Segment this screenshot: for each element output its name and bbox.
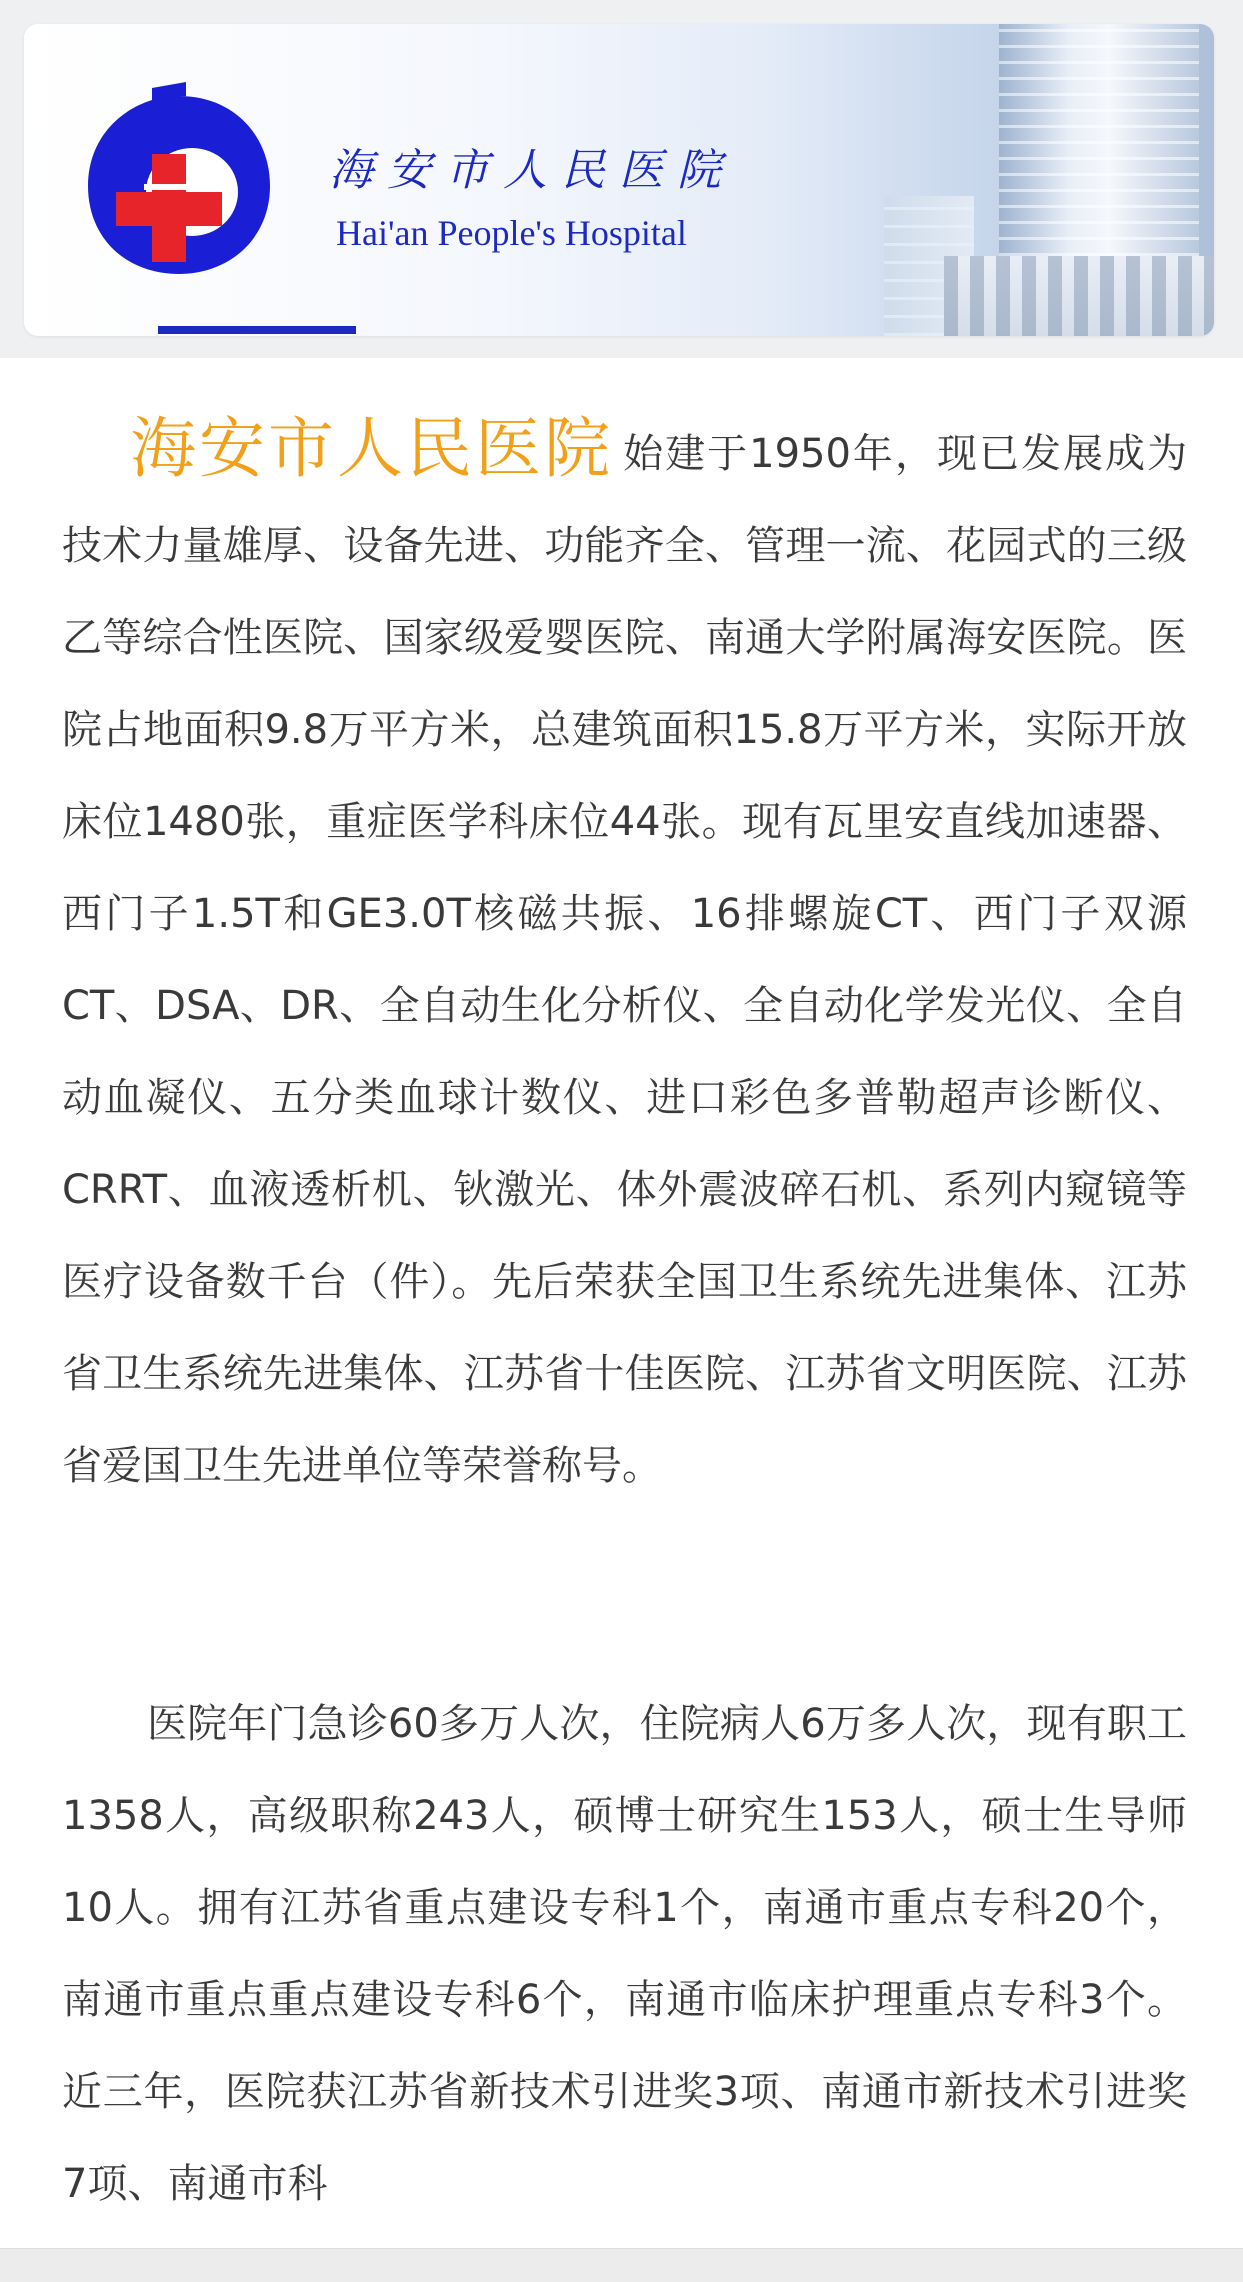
header-banner [0, 0, 1243, 345]
hospital-name-highlight: 海安市人民医院 [130, 410, 614, 487]
hospital-name-english: Hai'an People's Hospital [336, 213, 687, 253]
article-paragraph-stats [62, 1678, 1187, 2230]
active-tab-indicator [158, 326, 356, 334]
paragraph-text: 医院年门急诊60多万人次，住院病人6万多人次，现有职工1358人，高级职称243人，硕博士研究生153人，硕士生导师10人。拥有江苏省重点建设专科1个，南通市重点专科20个，南通市重点重点建设专科6个，南通市临床护理重点专科3个。近三年，医院获江苏省新技术引进奖3项、南通市新技术引进奖7项、南通市科 [62, 1701, 1187, 2207]
bottom-scroll-edge [0, 2248, 1243, 2282]
hospital-red-cross-logo-icon [74, 74, 284, 284]
hospital-name-chinese: 海安市人民医院 [329, 145, 735, 196]
banner-card [24, 24, 1214, 336]
building-image-low [944, 256, 1214, 336]
article-body [0, 358, 1243, 2248]
article-paragraph-intro [62, 408, 1187, 1512]
paragraph-text: 始建于1950年，现已发展成为技术力量雄厚、设备先进、功能齐全、管理一流、花园式的三级乙等综合性医院、国家级爱婴医院、南通大学附属海安医院。医院占地面积9.8万平方米，总建筑面积15.8万平方米，实际开放床位1480张，重症医学科床位44张。现有瓦里安直线加速器、西门子1.5T和GE3.0T核磁共振、16排螺旋CT、西门子双源CT、DSA、DR、全自动生化分析仪、全自动化学发光仪、全自动血凝仪、五分类血球计数仪、进口彩色多普勒超声诊断仪、CRRT、血液透析机、钬激光、体外震波碎石机、系列内窥镜等医疗设备数千台（件）。先后荣获全国卫生系统先进集体、江苏省卫生系统先进集体、江苏省十佳医院、江苏省文明医院、江苏省爱国卫生先进单位等荣誉称号。 [62, 431, 1188, 1489]
